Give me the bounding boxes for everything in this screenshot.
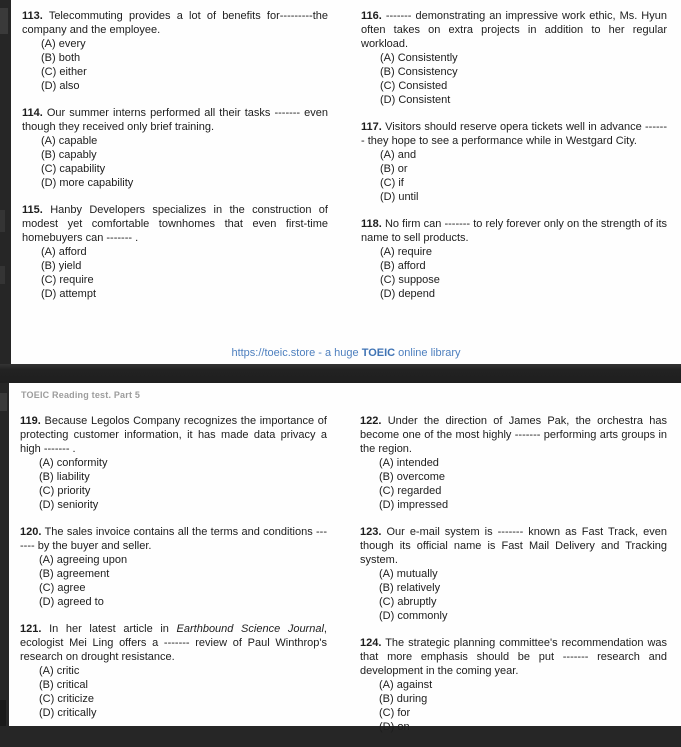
option-a: (A) capable	[41, 135, 98, 147]
option-c: (C) priority	[39, 485, 91, 497]
option-d: (D) critically	[39, 707, 97, 719]
scan-edge-artifact	[0, 266, 5, 284]
option-b: (B) critical	[39, 679, 88, 691]
question-number: 124.	[360, 637, 382, 649]
option-d: (D) until	[380, 191, 419, 203]
option-b: (B) during	[379, 693, 428, 705]
scan-edge-artifact	[0, 210, 5, 232]
option-c: (C) if	[380, 177, 404, 189]
link-text-post: online library	[395, 347, 461, 359]
question-body: Telecommuting provides a lot of benefits for---------the company and the employee.	[22, 10, 328, 36]
option-d: (D) attempt	[41, 288, 97, 300]
page2-header-label: TOEIC Reading test. Part 5	[21, 390, 141, 400]
question-116-options	[361, 51, 667, 107]
question-121-options	[20, 664, 327, 720]
option-a: (A) mutually	[379, 568, 438, 580]
question-body: ------- demonstrating an impressive work ethic, Ms. Hyun often takes on extra projects in addition to her regular workload.	[361, 10, 667, 50]
page2-columns	[9, 400, 681, 747]
option-c: (C) Consisted	[380, 80, 448, 92]
option-c: (C) regarded	[379, 485, 442, 497]
question-116-text	[361, 9, 667, 51]
option-b: (B) liability	[39, 471, 90, 483]
question-119	[20, 414, 327, 512]
option-c: (C) for	[379, 707, 411, 719]
option-b: (B) overcome	[379, 471, 446, 483]
question-119-options	[20, 456, 327, 512]
question-body: Under the direction of James Pak, the orchestra has become one of the most highly ------- performing arts groups in the region.	[360, 415, 667, 455]
question-115-text	[22, 203, 328, 245]
question-114-options	[22, 134, 328, 190]
question-120-text	[20, 525, 327, 553]
question-122	[360, 414, 667, 512]
question-124-text	[360, 636, 667, 678]
option-b: (B) capably	[41, 149, 97, 161]
question-body: The sales invoice contains all the terms and conditions ------- by the buyer and seller.	[20, 526, 328, 552]
toeic-page-1	[11, 0, 681, 364]
question-122-text	[360, 414, 667, 456]
page1-right-column	[361, 9, 667, 314]
option-a: (A) intended	[379, 457, 439, 469]
question-114-text	[22, 106, 328, 134]
question-121-text	[20, 622, 327, 664]
question-119-text	[20, 414, 327, 456]
page-divider-band	[0, 364, 681, 383]
page1-left-column	[22, 9, 328, 314]
question-115-options	[22, 245, 328, 301]
option-a: (A) Consistently	[380, 52, 458, 64]
question-113	[22, 9, 328, 93]
question-body	[20, 623, 327, 663]
option-c: (C) suppose	[380, 274, 440, 286]
option-b: (B) relatively	[379, 582, 441, 594]
link-text-brand: TOEIC	[361, 347, 396, 359]
question-body: Our e-mail system is ------- known as Fast Track, even though its official name is Fast Mail Delivery and Tracking system.	[360, 526, 667, 566]
option-d: (D) impressed	[379, 499, 449, 511]
scan-edge-artifact	[0, 8, 8, 34]
option-d: (D) Consistent	[380, 94, 451, 106]
question-117-options	[361, 148, 667, 204]
option-d: (D) depend	[380, 288, 436, 300]
question-number: 117.	[361, 121, 382, 133]
journal-title-italic: Earthbound Science Journal	[176, 623, 324, 635]
question-117-text	[361, 120, 667, 148]
link-text-pre: https://toeic.store - a huge	[231, 347, 362, 359]
question-number: 123.	[360, 526, 382, 538]
option-d: (D) more capability	[41, 177, 134, 189]
question-number: 114.	[22, 107, 43, 119]
question-118-text	[361, 217, 667, 245]
option-d: (D) on	[379, 721, 410, 733]
question-number: 116.	[361, 10, 382, 22]
question-number: 120.	[20, 526, 42, 538]
question-117	[361, 120, 667, 204]
option-a: (A) require	[380, 246, 432, 258]
question-120	[20, 525, 327, 609]
option-d: (D) commonly	[379, 610, 448, 622]
option-d: (D) seniority	[39, 499, 99, 511]
option-c: (C) either	[41, 66, 87, 78]
option-a: (A) and	[380, 149, 417, 161]
option-a: (A) critic	[39, 665, 80, 677]
option-c: (C) agree	[39, 582, 86, 594]
option-d: (D) also	[41, 80, 80, 92]
question-body: No firm can ------- to rely forever only on the strength of its name to sell products.	[361, 218, 668, 244]
question-123	[360, 525, 667, 623]
option-d: (D) agreed to	[39, 596, 104, 608]
question-120-options	[20, 553, 327, 609]
question-number: 119.	[20, 415, 41, 427]
question-121	[20, 622, 327, 720]
question-body: Visitors should reserve opera tickets well in advance ------- they hope to see a performance while in Westgard City.	[361, 121, 668, 147]
question-body: Because Legolos Company recognizes the importance of protecting customer information, it has made data privacy a high ------- .	[20, 415, 327, 455]
question-number: 118.	[361, 218, 382, 230]
question-number: 113.	[22, 10, 43, 22]
toeic-store-link[interactable]	[11, 347, 681, 360]
page1-columns	[11, 0, 681, 314]
question-113-options	[22, 37, 328, 93]
option-b: (B) Consistency	[380, 66, 458, 78]
question-118-options	[361, 245, 667, 301]
question-113-text	[22, 9, 328, 37]
option-a: (A) against	[379, 679, 433, 691]
option-b: (B) yield	[41, 260, 82, 272]
scan-edge-artifact	[0, 700, 6, 726]
question-body: Our summer interns performed all their tasks ------- even though they received only brief training.	[22, 107, 328, 133]
question-122-options	[360, 456, 667, 512]
question-number: 121.	[20, 623, 42, 635]
option-a: (A) every	[41, 38, 86, 50]
option-b: (B) afford	[380, 260, 426, 272]
option-c: (C) require	[41, 274, 94, 286]
question-114	[22, 106, 328, 190]
question-body-post: , ecologist Mei Ling offers a ------- review of Paul Winthrop's research on drought resistance.	[20, 623, 327, 663]
question-118	[361, 217, 667, 301]
option-b: (B) agreement	[39, 568, 110, 580]
option-c: (C) capability	[41, 163, 106, 175]
option-c: (C) criticize	[39, 693, 94, 705]
option-b: (B) both	[41, 52, 81, 64]
question-body: The strategic planning committee's recommendation was that more emphasis should be put ------- research and development in the coming year.	[360, 637, 668, 677]
option-c: (C) abruptly	[379, 596, 437, 608]
page2-left-column	[20, 414, 327, 747]
question-body: Hanby Developers specializes in the construction of modest yet comfortable townhomes that even first-time homebuyers can ------- .	[22, 204, 328, 244]
question-number: 115.	[22, 204, 43, 216]
toeic-page-2	[9, 383, 681, 733]
question-number: 122.	[360, 415, 382, 427]
option-a: (A) agreeing upon	[39, 554, 128, 566]
page2-right-column	[360, 414, 667, 747]
question-115	[22, 203, 328, 301]
question-124	[360, 636, 667, 734]
question-116	[361, 9, 667, 107]
option-a: (A) afford	[41, 246, 87, 258]
scan-edge-artifact	[0, 393, 7, 411]
option-b: (B) or	[380, 163, 408, 175]
question-body-pre: In her latest article in	[49, 623, 177, 635]
question-123-text	[360, 525, 667, 567]
question-124-options	[360, 678, 667, 734]
option-a: (A) conformity	[39, 457, 108, 469]
question-123-options	[360, 567, 667, 623]
